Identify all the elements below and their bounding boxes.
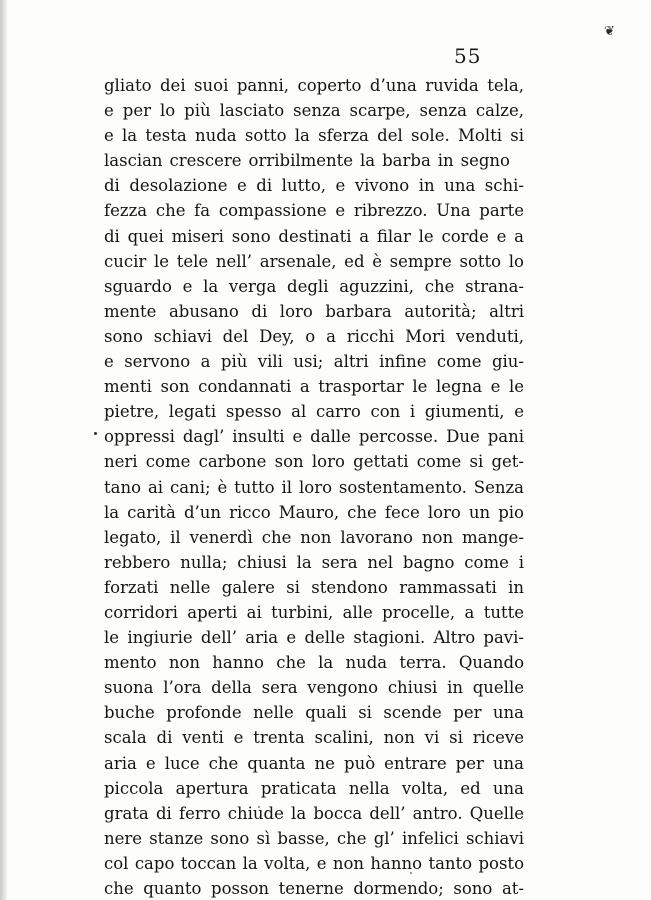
margin-mark <box>94 432 97 435</box>
text-line: e per lo più lasciato senza scarpe, senza calze, <box>104 101 524 121</box>
text-line: di desolazione e di lutto, e vivono in una schi- <box>104 176 524 196</box>
corner-ornament: ❦ <box>604 24 615 39</box>
text-line: fezza che fa compassione e ribrezzo. Una parte <box>104 201 524 221</box>
text-line: corridori aperti ai turbini, alle procelle, a tutte <box>104 602 524 622</box>
text-line: menti son condannati a trasportar le legna e le <box>104 377 524 397</box>
text-line: tano ai cani; è tutto il loro sostentamento. Senza <box>104 477 524 497</box>
text-line: la carità d’un ricco Mauro, che fece loro un pio <box>104 502 524 522</box>
text-line: sguardo e la verga degli aguzzini, che strana- <box>104 276 524 296</box>
text-line: cucir le tele nell’ arsenale, ed è sempre sotto lo <box>104 251 524 271</box>
text-line: le ingiurie dell’ aria e delle stagioni. Altro pavi- <box>104 628 524 648</box>
text-line: piccola apertura praticata nella volta, ed una <box>104 778 524 798</box>
text-line: buche profonde nelle quali si scende per una <box>104 703 524 723</box>
text-line: oppressi dagl’ insulti e dalle percosse. Due pani <box>104 427 524 447</box>
binding-edge <box>0 0 7 900</box>
text-line: legato, il venerdì che non lavorano non mange- <box>104 527 524 547</box>
text-line: col capo toccan la volta, e non hanno tanto posto <box>104 853 524 873</box>
text-line: suona l’ora della sera vengono chiusi in quelle <box>104 678 524 698</box>
text-line: scala di venti e trenta scalini, non vi si riceve <box>104 728 524 748</box>
text-line: neri come carbone son loro gettati come si get- <box>104 452 524 472</box>
text-line: che quanto posson tenerne dormendo; sono at- <box>104 879 524 898</box>
text-line: lascian crescere orribilmente la barba in segno <box>104 151 510 171</box>
text-line: di quei miseri sono destinati a filar le corde e a <box>104 226 524 246</box>
text-line: grata di ferro chiude la bocca dell’ antro. Quelle <box>104 803 524 823</box>
text-line: pietre, legati spesso al carro con i giumenti, e <box>104 402 524 422</box>
text-line: rebbero nulla; chiusi la sera nel bagno come i <box>104 552 524 572</box>
page-number: 55 <box>454 44 482 68</box>
text-line: aria e luce che quanta ne può entrare per una <box>104 753 524 773</box>
text-line: mento non hanno che la nuda terra. Quando <box>104 653 524 673</box>
text-line: mente abusano di loro barbara autorità; altri <box>104 301 524 321</box>
text-line: e servono a più vili usi; altri infine come giu- <box>104 352 524 372</box>
text-line: forzati nelle galere si stendono rammassati in <box>104 577 524 597</box>
text-line: nere stanze sono sì basse, che gl’ infelici schiavi <box>104 828 524 848</box>
text-line: sono schiavi del Dey, o a ricchi Mori venduti, <box>104 326 524 346</box>
text-line: e la testa nuda sotto la sferza del sole. Molti si <box>104 126 524 146</box>
text-line: gliato dei suoi panni, coperto d’una ruvida tela, <box>104 76 524 95</box>
body-text <box>104 73 524 900</box>
